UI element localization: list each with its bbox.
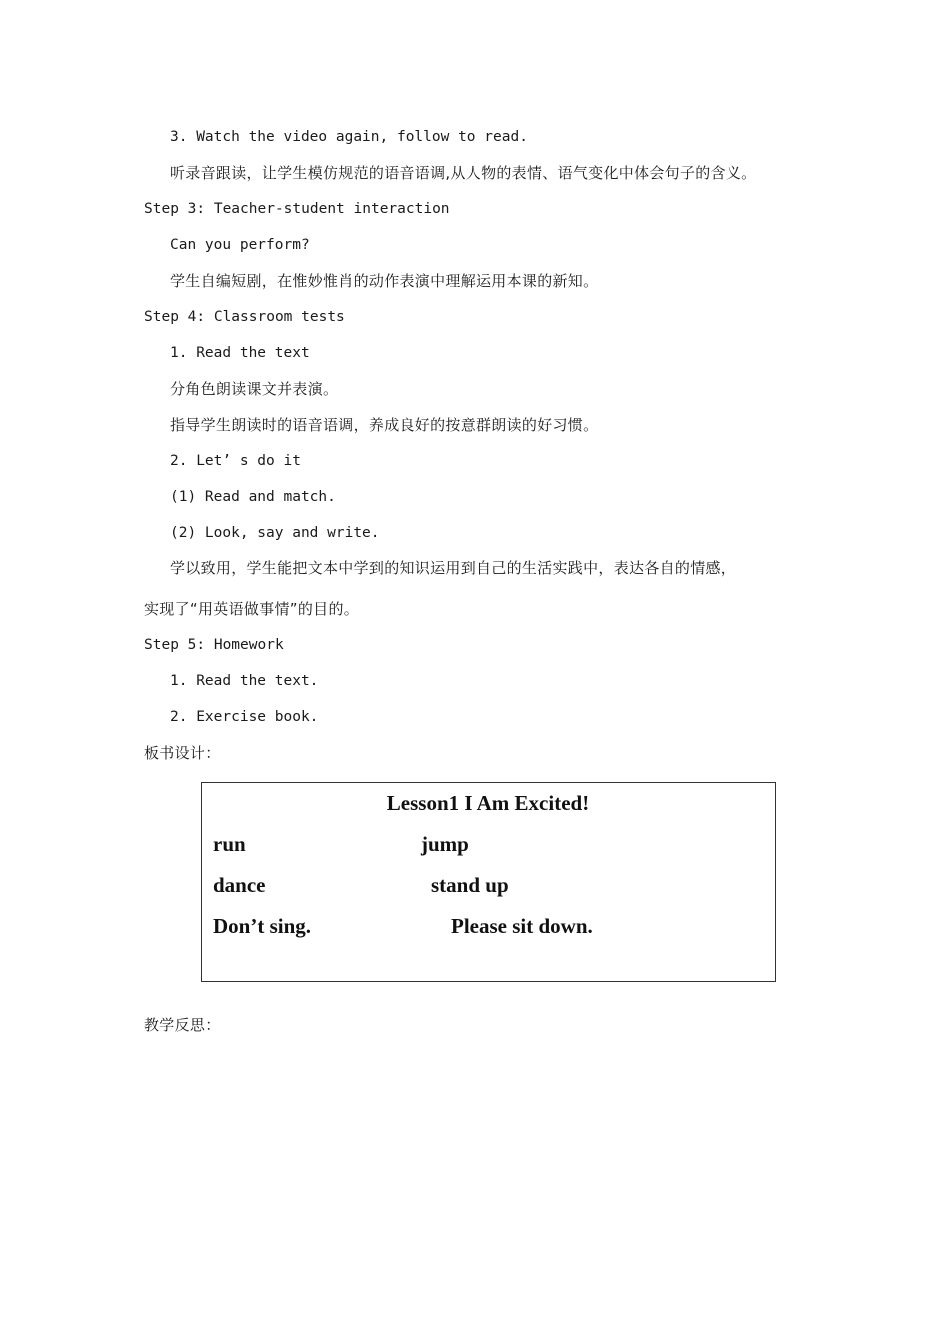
step4-item1: 1. Read the text	[170, 345, 310, 361]
step4-note-line1: 学以致用，学生能把文本中学到的知识运用到自己的生活实践中，表达各自的情感，	[170, 559, 737, 577]
step4-item2-sub2: (2) Look, say and write.	[170, 525, 380, 541]
step5-item2: 2. Exercise book.	[170, 709, 319, 725]
step2-item3-note: 听录音跟读，让学生模仿规范的语音语调,从人物的表情、语气变化中体会句子的含义。	[170, 164, 757, 182]
board-word-run: run	[213, 832, 246, 856]
teaching-reflection-heading: 教学反思：	[144, 1016, 221, 1034]
step3-note: 学生自编短剧，在惟妙惟肖的动作表演中理解运用本课的新知。	[170, 272, 599, 290]
step4-heading: Step 4: Classroom tests	[144, 309, 345, 325]
board-design-heading: 板书设计：	[144, 744, 221, 762]
step2-item3: 3. Watch the video again, follow to read.	[170, 129, 528, 145]
board-word-stand-up: stand up	[431, 873, 509, 897]
board-title: Lesson1 I Am Excited!	[386, 791, 590, 815]
step5-heading: Step 5: Homework	[144, 637, 284, 653]
step4-item2: 2. Let’ s do it	[170, 453, 301, 469]
step3-item: Can you perform?	[170, 237, 310, 253]
step4-item1-desc: 分角色朗读课文并表演。	[170, 380, 339, 398]
step4-item1-note: 指导学生朗读时的语音语调，养成良好的按意群朗读的好习惯。	[170, 416, 599, 434]
board-sentence-sit-down: Please sit down.	[451, 914, 593, 938]
board-word-jump: jump	[421, 832, 469, 856]
step5-item1: 1. Read the text.	[170, 673, 319, 689]
step3-heading: Step 3: Teacher-student interaction	[144, 201, 450, 217]
board-design-box	[201, 782, 776, 982]
step4-note-line2: 实现了“用英语做事情”的目的。	[144, 600, 360, 618]
board-sentence-dont-sing: Don’t sing.	[213, 914, 312, 938]
board-word-dance: dance	[213, 873, 266, 897]
step4-item2-sub1: (1) Read and match.	[170, 489, 336, 505]
